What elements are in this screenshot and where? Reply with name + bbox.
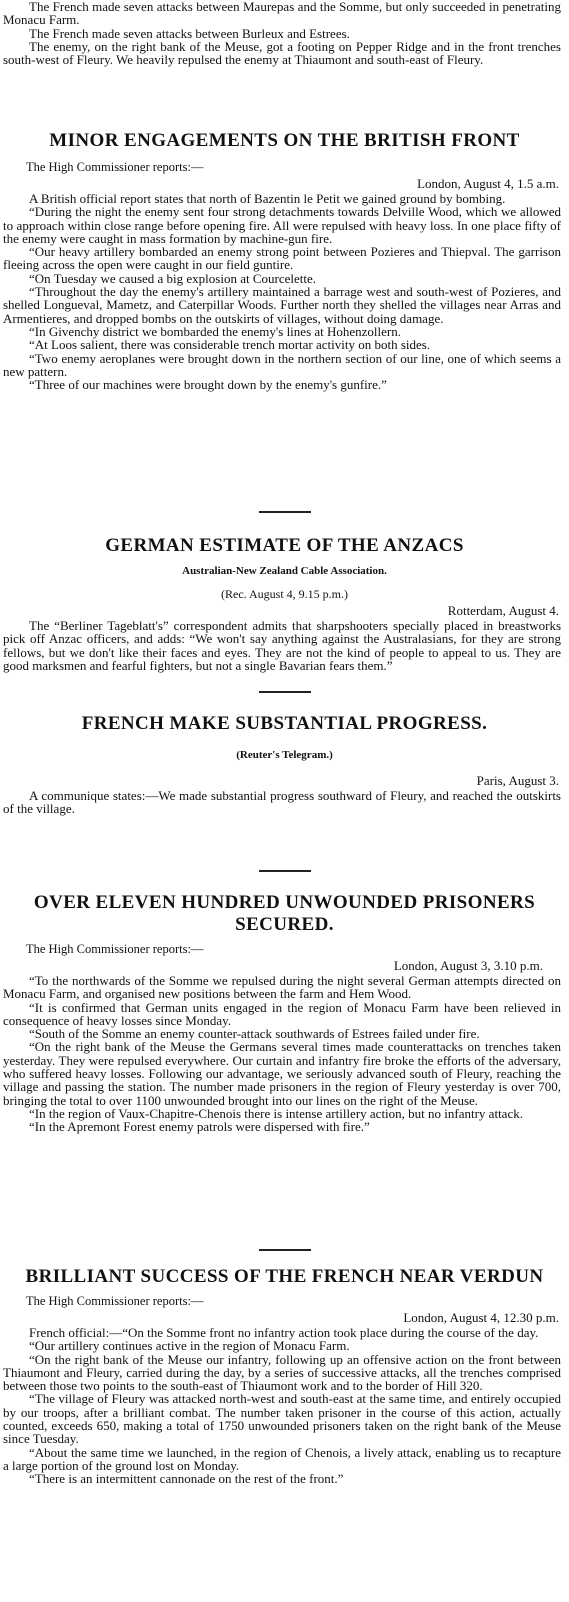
paragraph: French official:—“On the Somme front no infantry action took place during the course of the day. (29, 1325, 539, 1340)
paragraph: “The village of Fleury was attacked north-west and south-east at the same time, and entirely occupied by our troops, after a brilliant combat. The number taken prisoner in the course of this action, actually counted, exceeds 650, making a total of 1750 unwounded prisoners taken on the right bank of the Meuse since Tuesday. (3, 1391, 561, 1447)
article-minor-engagements (0, 130, 569, 391)
paragraph: “Throughout the day the enemy's artillery maintained a barrage west and south-west of Pozieres, and shelled Longueval, Mametz, and Caterpillar Woods. Further north they shelled the villages near Arras and Armentieres, and dropped bombs on the outskirts of villages, without doing damage. (3, 284, 561, 326)
paragraph: “There is an intermittent cannonade on the rest of the front.” (29, 1471, 344, 1487)
paragraph: “To the northwards of the Somme we repulsed during the night several German attempts directed on Monacu Farm, and organised new positions between the farm and Hem Wood. (3, 973, 561, 1002)
article-heading: MINOR ENGAGEMENTS ON THE BRITISH FRONT (49, 130, 520, 151)
paragraph: A communique states:—We made substantial progress southward of Fleury, and reached the outskirts of the village. (3, 788, 561, 817)
paragraph: “It is confirmed that German units engaged in the region of Monacu Farm have been relieved in consequence of heavy losses since Monday. (3, 999, 561, 1028)
paragraph: “Two enemy aeroplanes were brought down in the northern section of our line, one of which seems a new pattern. (3, 350, 561, 379)
agency-line: Australian-New Zealand Cable Association. (182, 565, 387, 577)
article-heading: OVER ELEVEN HUNDRED UNWOUNDED PRISONERS SECURED. (33, 892, 536, 935)
paragraph: The enemy, on the right bank of the Meuse, got a footing on Pepper Ridge and in the front trenches south-west of Fleury. We heavily repulsed the enemy at Thiaumont and south-east of Fleury. (3, 38, 561, 68)
article-german-estimate (0, 535, 569, 672)
article-french-progress (0, 713, 569, 816)
paragraph: The French made seven attacks between Burleux and Estrees. (29, 25, 350, 41)
section-divider (259, 691, 311, 693)
dateline: London, August 3, 3.10 p.m. (393, 958, 543, 973)
section-divider (259, 870, 311, 872)
top-continuation (0, 0, 569, 66)
paragraph: “Our artillery continues active in the region of Monacu Farm. (29, 1338, 350, 1354)
dateline: Rotterdam, August 4. (447, 603, 559, 618)
paragraph: The French made seven attacks between Maurepas and the Somme, but only succeeded in penetrating Monacu Farm. (3, 0, 561, 28)
paragraph: “In the Apremont Forest enemy patrols were dispersed with fire.” (29, 1119, 370, 1135)
paragraph: “During the night the enemy sent four strong detachments towards Delville Wood, which we allowed to approach within close range before opening fire. All were repulsed with heavy loss. In one place fifty of the enemy were caught in mass formation by machine-gun fire. (3, 204, 561, 246)
article-heading: GERMAN ESTIMATE OF THE ANZACS (105, 535, 464, 556)
paragraph: A British official report states that north of Bazentin le Petit we gained ground by bombing. (29, 191, 506, 206)
paragraph: “South of the Somme an enemy counter-attack southwards of Estrees failed under fire. (29, 1026, 480, 1042)
paragraph: “On the right bank of the Meuse the Germans several times made counterattacks on trenches taken yesterday. They were repulsed everywhere. Our curtain and infantry fire broke the efforts of the adversary, who suffered heavy losses. Following our advantage, we seriously advanced south of Fleury, reaching the village and passing the station. The number made prisoners in the region of Fleury yesterday is over 700, bringing the total to over 1100 unwounded brought into our lines on the right of the Meuse. (3, 1039, 561, 1108)
article-heading: FRENCH MAKE SUBSTANTIAL PROGRESS. (81, 713, 488, 734)
paragraph: The “Berliner Tageblatt's” correspondent admits that sharpshooters specially placed in breastworks pick off Anzac officers, and adds: “We won't say anything against the Australasians, for they are strong fellows, but we don't like their faces and eyes. They are not the kind of people to appeal to us. They are good marksmen and fearful fighters, but not a single Bavarian fears them.” (3, 618, 561, 673)
reporter-line: The High Commissioner reports:— (26, 1294, 204, 1308)
reporter-line: The High Commissioner reports:— (26, 942, 204, 956)
paragraph: “In Givenchy district we bombarded the enemy's lines at Hohenzollern. (29, 323, 402, 339)
article-eleven-hundred-prisoners (0, 892, 569, 1134)
article-heading: BRILLIANT SUCCESS OF THE FRENCH NEAR VERDUN (25, 1266, 544, 1287)
paragraph: “On Tuesday we caused a big explosion at Courcelette. (29, 270, 317, 286)
paragraph: “In the region of Vaux-Chapitre-Chenois there is intense artillery action, but no infantry attack. (29, 1105, 523, 1121)
agency-line: (Reuter's Telegram.) (236, 749, 333, 761)
dateline: Paris, August 3. (476, 773, 559, 788)
dateline: London, August 4, 1.5 a.m. (417, 176, 559, 191)
paragraph: “At Loos salient, there was considerable trench mortar activity on both sides. (29, 337, 431, 353)
dateline: London, August 4, 12.30 p.m. (403, 1310, 559, 1325)
reporter-line: The High Commissioner reports:— (26, 160, 204, 174)
section-divider (259, 511, 311, 513)
paragraph: “Three of our machines were brought down by the enemy's gunfire.” (29, 377, 387, 393)
section-divider (259, 1249, 311, 1251)
article-brilliant-success (0, 1266, 569, 1486)
received-line: (Rec. August 4, 9.15 p.m.) (221, 587, 348, 601)
paragraph: “Our heavy artillery bombarded an enemy strong point between Pozieres and Thiepval. The garrison fleeing across the open were caught in our field guntire. (3, 244, 561, 273)
paragraph: “About the same time we launched, in the region of Chenois, a lively attack, enabling us to recapture a large portion of the ground lost on Monday. (3, 1444, 561, 1473)
paragraph: “On the right bank of the Meuse our infantry, following up an offensive action on the front between Thiaumont and Fleury, carried during the day, by a series of successive attacks, all the trenches comprised between those two points to the south-east of Thiaumont work and to the border of Hill 320. (3, 1351, 561, 1394)
